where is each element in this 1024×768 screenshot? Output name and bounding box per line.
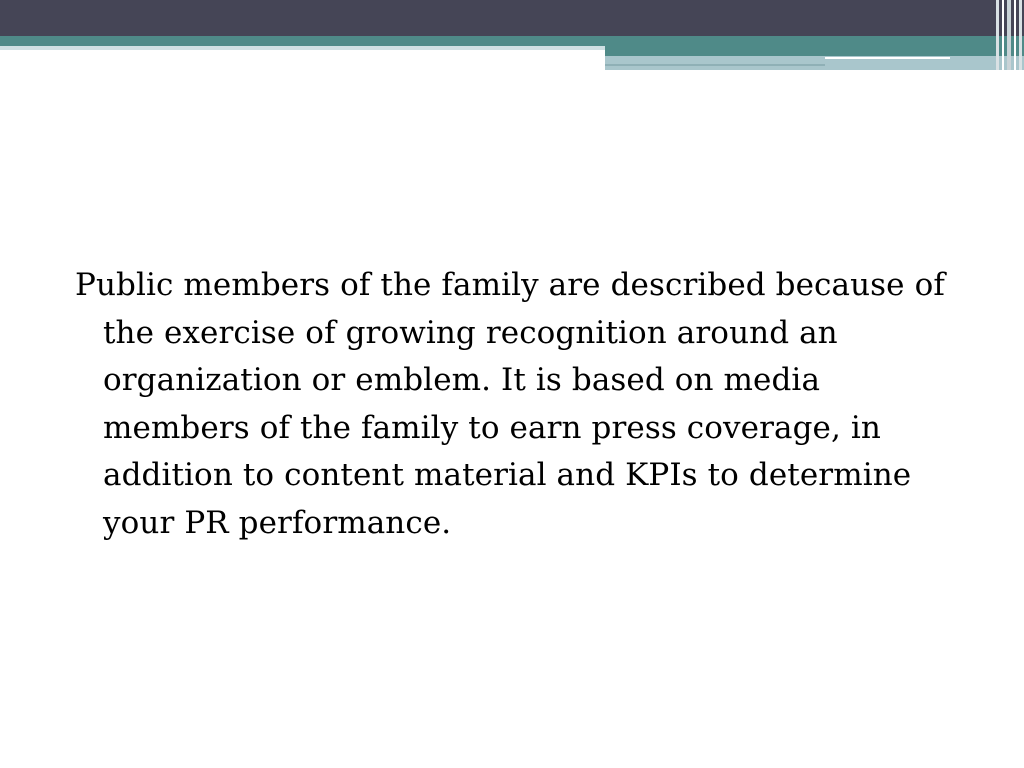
stripe	[1007, 0, 1011, 70]
header-band-dark	[0, 0, 1024, 36]
header-band-teal-right	[605, 46, 1024, 56]
header-accent-line-2	[605, 64, 825, 66]
body-paragraph: Public members of the family are described because of the exercise of growing recognition around an organization or emblem. It is based on media members of the family to earn press coverage, in addition to content material and KPIs to determine your PR performance.	[75, 267, 945, 541]
stripe	[1019, 0, 1022, 70]
header-band-light-left	[0, 46, 605, 50]
stripe	[1014, 0, 1016, 70]
slide-body	[75, 262, 955, 547]
header-band-light-right	[605, 56, 1024, 70]
stripe	[996, 0, 999, 70]
header-vertical-stripes	[994, 0, 1024, 70]
stripe	[1002, 0, 1004, 70]
header-accent-line	[825, 57, 950, 59]
header-band-teal	[0, 36, 1024, 46]
